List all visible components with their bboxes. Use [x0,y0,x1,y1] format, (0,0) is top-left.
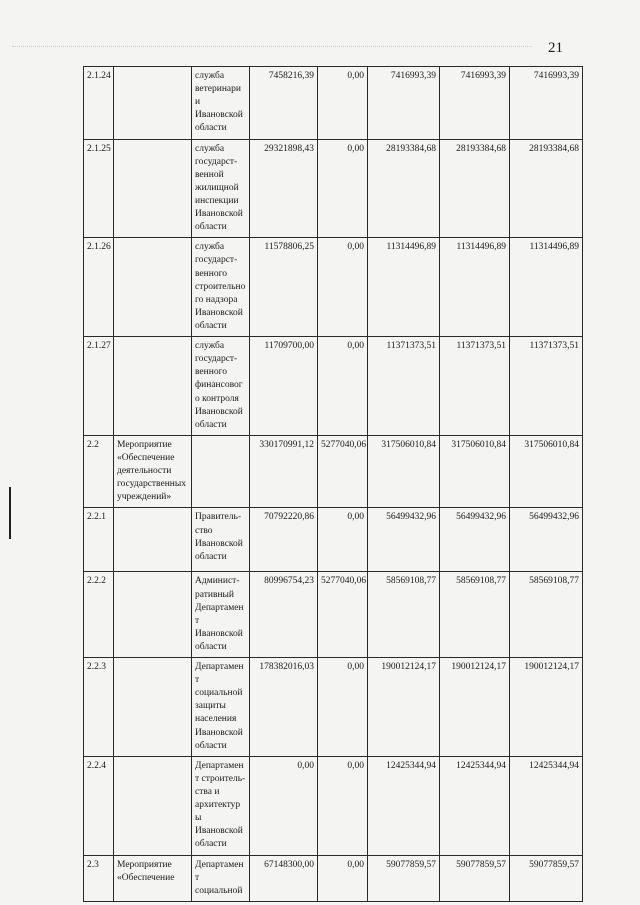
row-measure [114,67,192,140]
row-executor: служба государст-венного строительного надзора Ивановской области [192,238,250,337]
row-executor: Админист-ративный Департамент Ивановской области [192,572,250,658]
row-code: 2.3 [84,855,114,901]
row-executor: Департамент социальной [192,855,250,901]
row-value-1: 7458216,39 [250,67,318,140]
row-code: 2.1.27 [84,337,114,436]
row-value-2: 0,00 [318,658,368,757]
row-code: 2.1.25 [84,139,114,238]
table-row [84,855,583,901]
row-executor: служба ветеринарии Ивановской области [192,67,250,140]
row-executor: служба государст-венной жилищной инспекции Ивановской области [192,139,250,238]
row-value-2: 5277040,06 [318,435,368,508]
row-value-4: 317506010,84 [440,435,510,508]
row-value-4: 12425344,94 [440,756,510,855]
row-value-1: 29321898,43 [250,139,318,238]
row-measure: Мероприятие «Обеспечение деятельности государственных учреждений» [114,435,192,508]
row-value-5: 56499432,96 [510,508,583,572]
row-value-5: 58569108,77 [510,572,583,658]
row-value-3: 59077859,57 [368,855,440,901]
table-row [84,435,583,508]
row-measure [114,238,192,337]
row-value-5: 12425344,94 [510,756,583,855]
row-measure [114,756,192,855]
row-value-3: 56499432,96 [368,508,440,572]
table-row [84,238,583,337]
table-row [84,139,583,238]
row-measure [114,572,192,658]
row-value-1: 0,00 [250,756,318,855]
row-code: 2.2.4 [84,756,114,855]
row-value-4: 7416993,39 [440,67,510,140]
row-value-1: 330170991,12 [250,435,318,508]
row-value-2: 0,00 [318,67,368,140]
row-measure [114,337,192,436]
row-value-2: 0,00 [318,855,368,901]
row-executor: Правитель-ство Ивановской области [192,508,250,572]
row-code: 2.2.1 [84,508,114,572]
row-measure [114,508,192,572]
row-value-4: 11371373,51 [440,337,510,436]
row-value-4: 56499432,96 [440,508,510,572]
page-number: 21 [548,40,563,56]
row-value-1: 67148300,00 [250,855,318,901]
row-value-2: 0,00 [318,139,368,238]
row-value-3: 58569108,77 [368,572,440,658]
row-measure: Мероприятие «Обеспечение [114,855,192,901]
row-measure [114,139,192,238]
row-executor: служба государст-венного финансового контроля Ивановской области [192,337,250,436]
row-value-5: 11371373,51 [510,337,583,436]
table-row [84,572,583,658]
table-row [84,756,583,855]
row-value-5: 28193384,68 [510,139,583,238]
row-code: 2.2 [84,435,114,508]
row-value-1: 80996754,23 [250,572,318,658]
scan-artifact [12,46,532,53]
budget-table [83,66,583,902]
row-executor [192,435,250,508]
row-value-3: 317506010,84 [368,435,440,508]
row-value-2: 0,00 [318,337,368,436]
row-code: 2.1.26 [84,238,114,337]
row-value-3: 12425344,94 [368,756,440,855]
row-value-1: 11709700,00 [250,337,318,436]
row-value-4: 28193384,68 [440,139,510,238]
table-row [84,508,583,572]
row-code: 2.2.2 [84,572,114,658]
scan-edge-mark [9,487,11,539]
row-value-3: 11371373,51 [368,337,440,436]
row-value-3: 28193384,68 [368,139,440,238]
row-value-1: 11578806,25 [250,238,318,337]
row-value-2: 0,00 [318,238,368,337]
row-executor: Департамент строитель-ства и архитектуры Ивановской области [192,756,250,855]
row-value-1: 178382016,03 [250,658,318,757]
row-value-4: 11314496,89 [440,238,510,337]
row-value-2: 0,00 [318,508,368,572]
table-row [84,67,583,140]
row-value-2: 5277040,06 [318,572,368,658]
row-value-5: 59077859,57 [510,855,583,901]
row-measure [114,658,192,757]
row-executor: Департамент социальной защиты населения Ивановской области [192,658,250,757]
row-value-3: 190012124,17 [368,658,440,757]
row-value-3: 11314496,89 [368,238,440,337]
row-code: 2.2.3 [84,658,114,757]
row-code: 2.1.24 [84,67,114,140]
table-row [84,337,583,436]
row-value-5: 11314496,89 [510,238,583,337]
row-value-4: 59077859,57 [440,855,510,901]
row-value-4: 58569108,77 [440,572,510,658]
row-value-4: 190012124,17 [440,658,510,757]
table-row [84,658,583,757]
row-value-5: 190012124,17 [510,658,583,757]
row-value-1: 70792220,86 [250,508,318,572]
row-value-5: 317506010,84 [510,435,583,508]
row-value-2: 0,00 [318,756,368,855]
row-value-3: 7416993,39 [368,67,440,140]
row-value-5: 7416993,39 [510,67,583,140]
